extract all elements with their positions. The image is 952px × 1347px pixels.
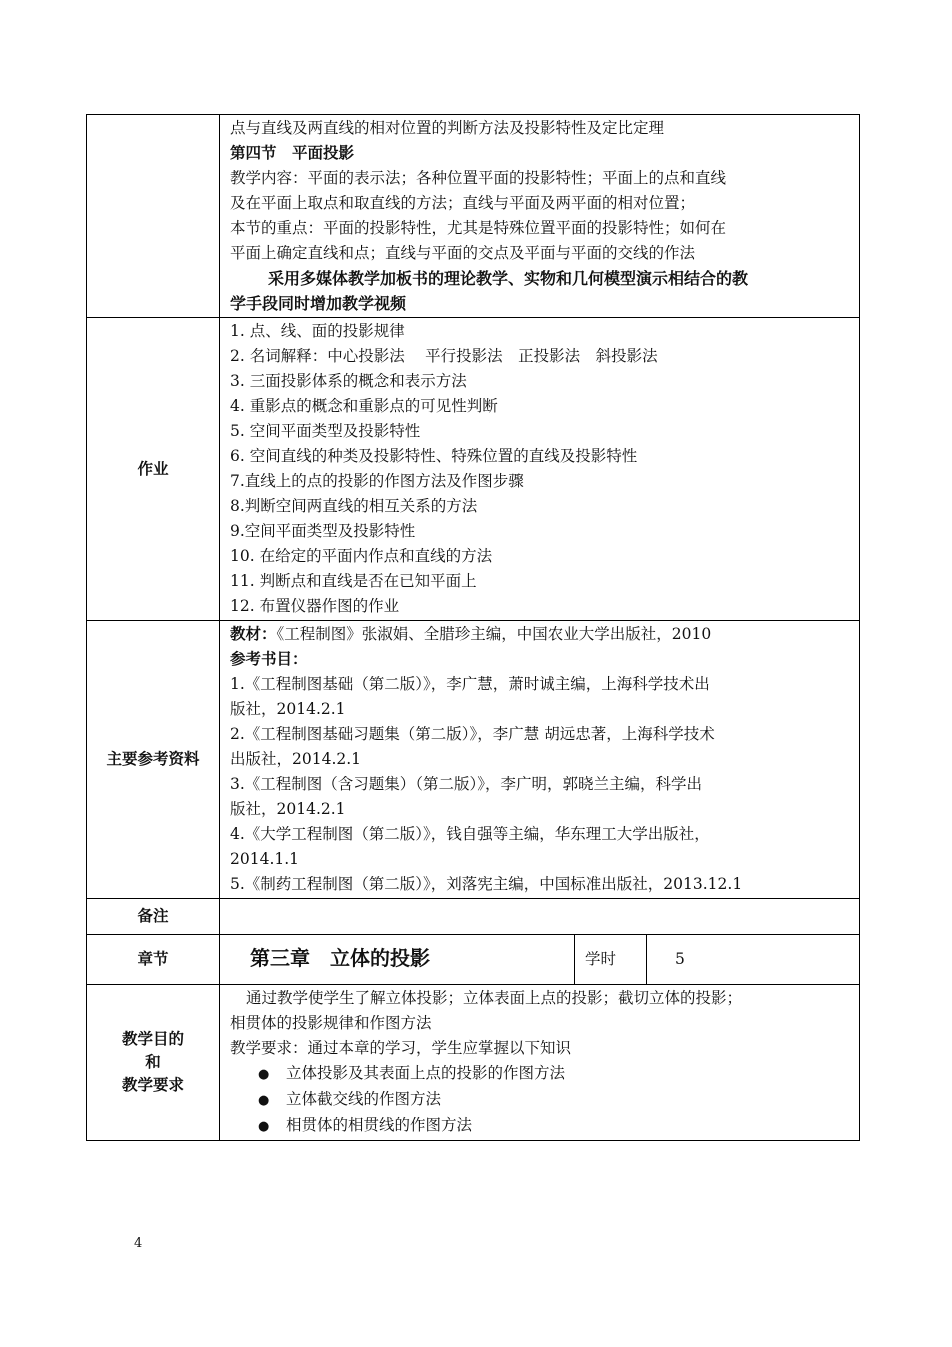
reference-line: 2014.1.1 xyxy=(230,850,300,868)
content-line: 平面上确定直线和点；直线与平面的交点及平面与平面的交线的作法 xyxy=(230,244,696,262)
objectives-label xyxy=(87,985,220,1141)
page-number: 4 xyxy=(134,1236,143,1251)
list-item: 7.直线上的点的投影的作图方法及作图步骤 xyxy=(230,472,524,490)
section-content-cell xyxy=(220,115,860,318)
teaching-method-line: 采用多媒体教学加板书的理论教学、实物和几何模型演示相结合的教 xyxy=(268,269,749,288)
remarks-label: 备注 xyxy=(87,899,220,935)
hours-label: 学时 xyxy=(575,935,647,985)
content-line: 本节的重点：平面的投影特性，尤其是特殊位置平面的投影特性；如何在 xyxy=(230,219,727,237)
homework-list xyxy=(220,318,860,621)
textbook-line xyxy=(230,622,853,647)
section-content-row xyxy=(87,115,860,318)
syllabus-table xyxy=(86,114,860,1141)
chapter-label: 章节 xyxy=(87,935,220,985)
reference-line: 版社，2014.2.1 xyxy=(230,800,346,818)
list-item: 6. 空间直线的种类及投影特性、特殊位置的直线及投影特性 xyxy=(230,447,638,465)
references-content xyxy=(220,621,860,899)
empty-label-cell xyxy=(87,115,220,318)
hours-value: 5 xyxy=(647,935,860,985)
list-item: 12. 布置仪器作图的作业 xyxy=(230,597,400,615)
content-line: 及在平面上取点和取直线的方法；直线与平面及两平面的相对位置； xyxy=(230,194,696,212)
references-row xyxy=(87,621,860,899)
remarks-content xyxy=(220,899,860,935)
teaching-method-line: 学手段同时增加教学视频 xyxy=(230,294,407,313)
objectives-requirement: 教学要求：通过本章的学习，学生应掌握以下知识 xyxy=(230,1039,572,1057)
reference-line: 版社，2014.2.1 xyxy=(230,700,346,718)
content-line: 教学内容：平面的表示法；各种位置平面的投影特性；平面上的点和直线 xyxy=(230,169,727,187)
objectives-label-line: 教学要求 xyxy=(121,1076,184,1094)
objectives-row xyxy=(87,985,860,1141)
objectives-content xyxy=(220,985,860,1141)
list-item: 8.判断空间两直线的相互关系的方法 xyxy=(230,497,478,515)
reference-line: 2.《工程制图基础习题集（第二版）》，李广慧 胡远忠著，上海科学技术 xyxy=(230,725,715,743)
section-heading: 第四节 平面投影 xyxy=(230,144,355,162)
references-label: 主要参考资料 xyxy=(87,621,220,899)
homework-row xyxy=(87,318,860,621)
list-item: 5. 空间平面类型及投影特性 xyxy=(230,422,421,440)
homework-label: 作业 xyxy=(87,318,220,621)
reference-line: 5.《制药工程制图（第二版）》，刘落宪主编，中国标准出版社，2013.12.1 xyxy=(230,875,743,893)
objectives-label-line: 教学目的 xyxy=(121,1030,184,1048)
list-item: 9.空间平面类型及投影特性 xyxy=(230,522,416,540)
textbook-label: 教材： xyxy=(230,625,277,643)
objectives-label-line: 和 xyxy=(145,1053,161,1071)
bullet-item: ● 立体截交线的作图方法 xyxy=(230,1087,853,1113)
list-item: 3. 三面投影体系的概念和表示方法 xyxy=(230,372,467,390)
content-line: 点与直线及两直线的相对位置的判断方法及投影特性及定比定理 xyxy=(230,119,665,137)
bullet-item: ● 立体投影及其表面上点的投影的作图方法 xyxy=(230,1061,853,1087)
chapter-title-cell xyxy=(220,935,575,985)
reference-line: 1.《工程制图基础（第二版）》，李广慧，萧时诚主编，上海科学技术出 xyxy=(230,675,710,693)
reference-heading: 参考书目： xyxy=(230,650,308,668)
list-item: 4. 重影点的概念和重影点的可见性判断 xyxy=(230,397,498,415)
reference-line: 4.《大学工程制图（第二版）》，钱自强等主编，华东理工大学出版社， xyxy=(230,825,710,843)
chapter-row xyxy=(87,935,860,985)
list-item: 2. 名词解释：中心投影法 平行投影法 正投影法 斜投影法 xyxy=(230,347,658,365)
chapter-title: 第三章 立体的投影 xyxy=(250,946,430,970)
list-item: 10. 在给定的平面内作点和直线的方法 xyxy=(230,547,493,565)
reference-line: 出版社，2014.2.1 xyxy=(230,750,362,768)
list-item: 11. 判断点和直线是否在已知平面上 xyxy=(230,572,477,590)
bullet-item: ● 相贯体的相贯线的作图方法 xyxy=(230,1113,853,1139)
reference-line: 3.《工程制图（含习题集）（第二版）》，李广明，郭晓兰主编，科学出 xyxy=(230,775,703,793)
remarks-row xyxy=(87,899,860,935)
list-item: 1. 点、线、面的投影规律 xyxy=(230,322,405,340)
objectives-intro: 相贯体的投影规律和作图方法 xyxy=(230,1014,432,1032)
objectives-intro: 通过教学使学生了解立体投影；立体表面上点的投影；截切立体的投影； xyxy=(246,989,743,1007)
textbook-text: 《工程制图》张淑娟、全腊珍主编，中国农业大学出版社，2010 xyxy=(276,625,712,643)
